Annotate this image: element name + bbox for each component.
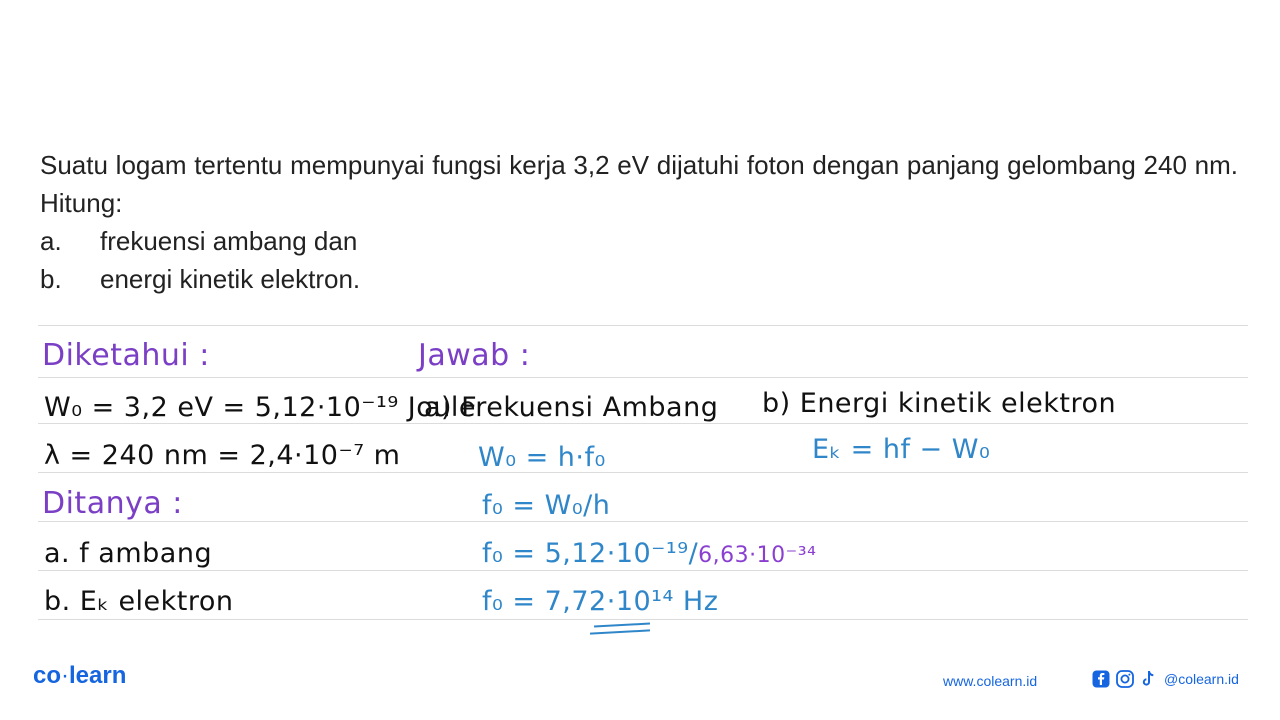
ruled-line <box>38 325 1248 326</box>
question-label: b. <box>40 264 62 294</box>
equation-kinetic-energy: Eₖ = hf − W₀ <box>812 434 991 465</box>
instagram-icon[interactable] <box>1116 670 1134 688</box>
substitution-denominator: 6,63·10⁻³⁴ <box>698 543 817 568</box>
result-underline <box>590 629 650 634</box>
part-a-title: a) Frekuensi Ambang <box>424 392 719 423</box>
part-b-title: b) Energi kinetik elektron <box>762 388 1117 419</box>
social-handle[interactable]: @colearn.id <box>1164 671 1239 687</box>
given-wavelength: λ = 240 nm = 2,4·10⁻⁷ m <box>44 440 401 471</box>
given-work-function: W₀ = 3,2 eV = 5,12·10⁻¹⁹ Joule <box>44 392 476 423</box>
ruled-line <box>38 619 1248 620</box>
question-text: energi kinetik elektron. <box>100 264 361 294</box>
question-label: a. <box>40 226 62 256</box>
ruled-line <box>38 377 1248 378</box>
result-underline <box>594 623 650 628</box>
question-text: frekuensi ambang dan <box>100 226 358 256</box>
equation-f0-formula: f₀ = W₀/h <box>482 490 611 521</box>
jawab-heading: Jawab : <box>418 338 531 373</box>
logo-text-right: learn <box>69 662 127 689</box>
colearn-logo[interactable] <box>33 662 126 690</box>
equation-f0-result: f₀ = 7,72·10¹⁴ Hz <box>482 586 719 617</box>
tiktok-icon[interactable] <box>1140 670 1156 688</box>
logo-text-left: co <box>33 662 62 689</box>
question-item-b <box>40 260 1238 298</box>
diketahui-heading: Diketahui : <box>42 338 210 373</box>
question-item-a <box>40 222 1238 260</box>
problem-statement: Suatu logam tertentu mempunyai fungsi kerja 3,2 eV dijatuhi foton dengan panjang gelombang 240 nm. Hitung: <box>40 150 1238 218</box>
equation-w0: W₀ = h·f₀ <box>478 442 606 473</box>
substitution-numerator: f₀ = 5,12·10⁻¹⁹/ <box>482 538 699 569</box>
asked-kinetic-energy: b. Eₖ elektron <box>44 586 234 617</box>
website-link[interactable]: www.colearn.id <box>943 673 1038 689</box>
ruled-line <box>38 472 1248 473</box>
ditanya-heading: Ditanya : <box>42 486 183 521</box>
problem-text <box>40 146 1238 298</box>
facebook-icon[interactable] <box>1092 670 1110 688</box>
asked-threshold-frequency: a. f ambang <box>44 538 213 569</box>
equation-f0-substitution <box>482 538 816 572</box>
logo-dot: · <box>61 662 70 689</box>
social-links <box>1092 670 1239 688</box>
ruled-line <box>38 521 1248 522</box>
